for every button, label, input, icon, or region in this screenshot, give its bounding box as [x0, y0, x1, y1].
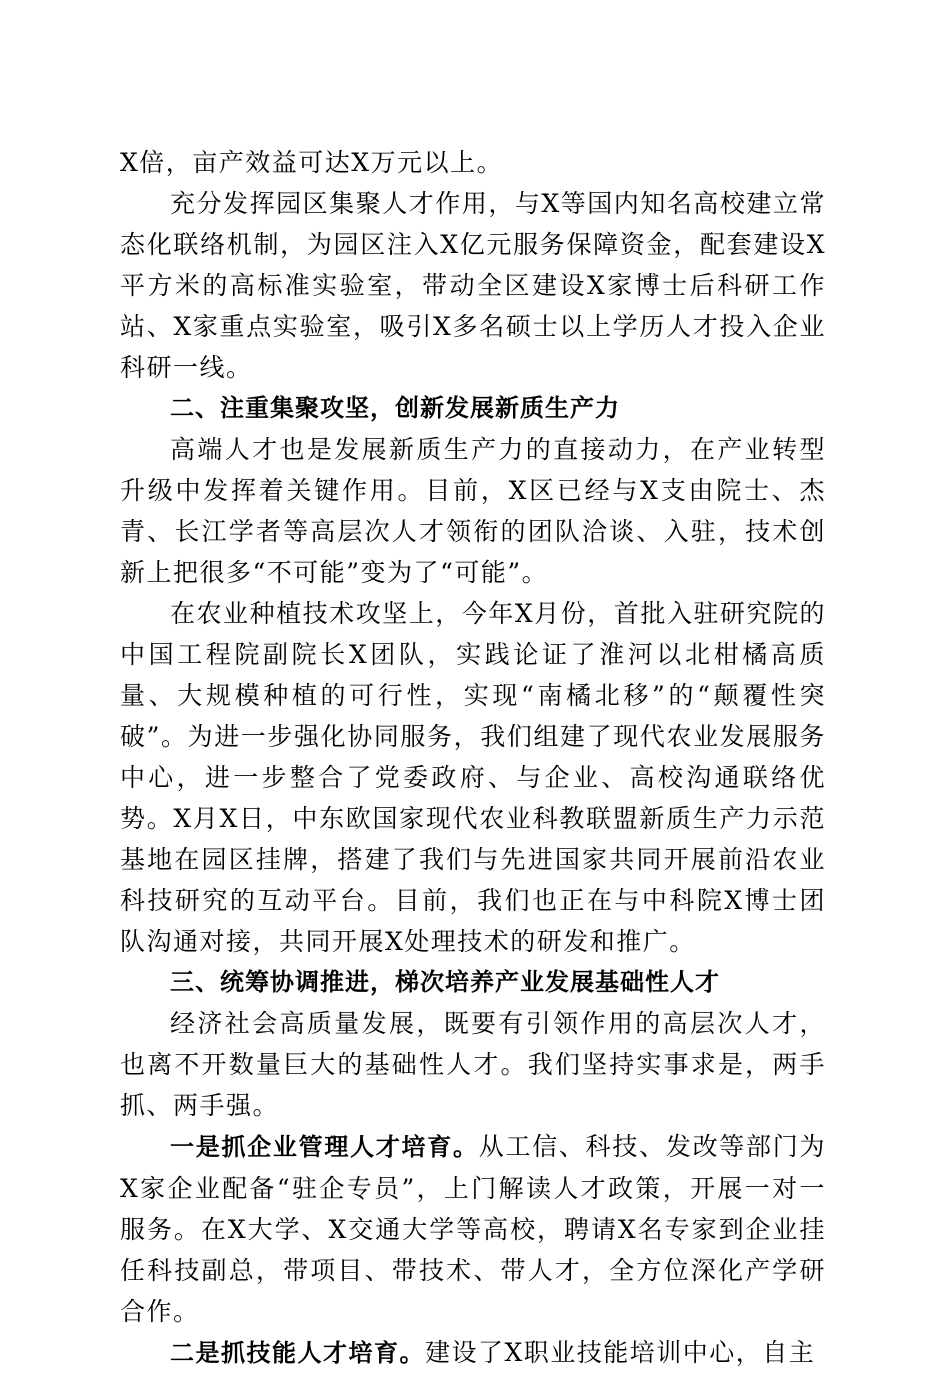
paragraph-agriculture-tech: 在农业种植技术攻坚上，今年X月份，首批入驻研究院的中国工程院副院长X团队，实践论证了淮河以北柑橘高质量、大规模种植的可行性，实现“南橘北移”的“颠覆性突破”。为进一步强化协同服务，我们组建了现代农业发展服务中心，进一步整合了党委政府、与企业、高校沟通联络优势。X月X日，中东欧国家现代农业科教联盟新质生产力示范基地在园区挂牌，搭建了我们与先进国家共同开展前沿农业科技研究的互动平台。目前，我们也正在与中科院X博士团队沟通对接，共同开展X处理技术的研发和推广。	[120, 599, 826, 956]
lead-phrase-skills: 二是抓技能人才培育。	[170, 1339, 425, 1367]
lead-phrase-management: 一是抓企业管理人才培育。	[170, 1133, 479, 1161]
paragraph-skills-body: 建设了X职业技能培训中心，自主	[425, 1338, 816, 1367]
paragraph-management-talent	[120, 1126, 826, 1332]
section-heading-3: 三、统筹协调推进，梯次培养产业发展基础性人才	[170, 968, 720, 996]
paragraph-talent-gathering: 充分发挥园区集聚人才作用，与X等国内知名高校建立常态化联络机制，为园区注入X亿元服务保障资金，配套建设X平方米的高标准实验室，带动全区建设X家博士后科研工作站、X家重点实验室，吸引X多名硕士以上学历人才投入企业科研一线。	[120, 189, 826, 382]
paragraph-management-body: 从工信、科技、发改等部门为X家企业配备“驻企专员”，上门解读人才政策，开展一对一服务。在X大学、X交通大学等高校，聘请X名专家到企业挂任科技副总，带项目、带技术、带人才，全方位深化产学研合作。	[120, 1132, 826, 1326]
paragraph-skills-talent	[120, 1332, 826, 1374]
section-heading-2: 二、注重集聚攻坚，创新发展新质生产力	[170, 394, 620, 422]
paragraph-high-end-talent: 高端人才也是发展新质生产力的直接动力，在产业转型升级中发挥着关键作用。目前，X区已经与X支由院士、杰青、长江学者等高层次人才领衔的团队洽谈、入驻，技术创新上把很多“不可能”变为了“可能”。	[120, 435, 826, 587]
paragraph-basic-talent: 经济社会高质量发展，既要有引领作用的高层次人才，也离不开数量巨大的基础性人才。我们坚持实事求是，两手抓、两手强。	[120, 1009, 826, 1120]
paragraph-continuation: X倍，亩产效益可达X万元以上。	[120, 148, 504, 177]
document-body	[120, 142, 826, 1374]
